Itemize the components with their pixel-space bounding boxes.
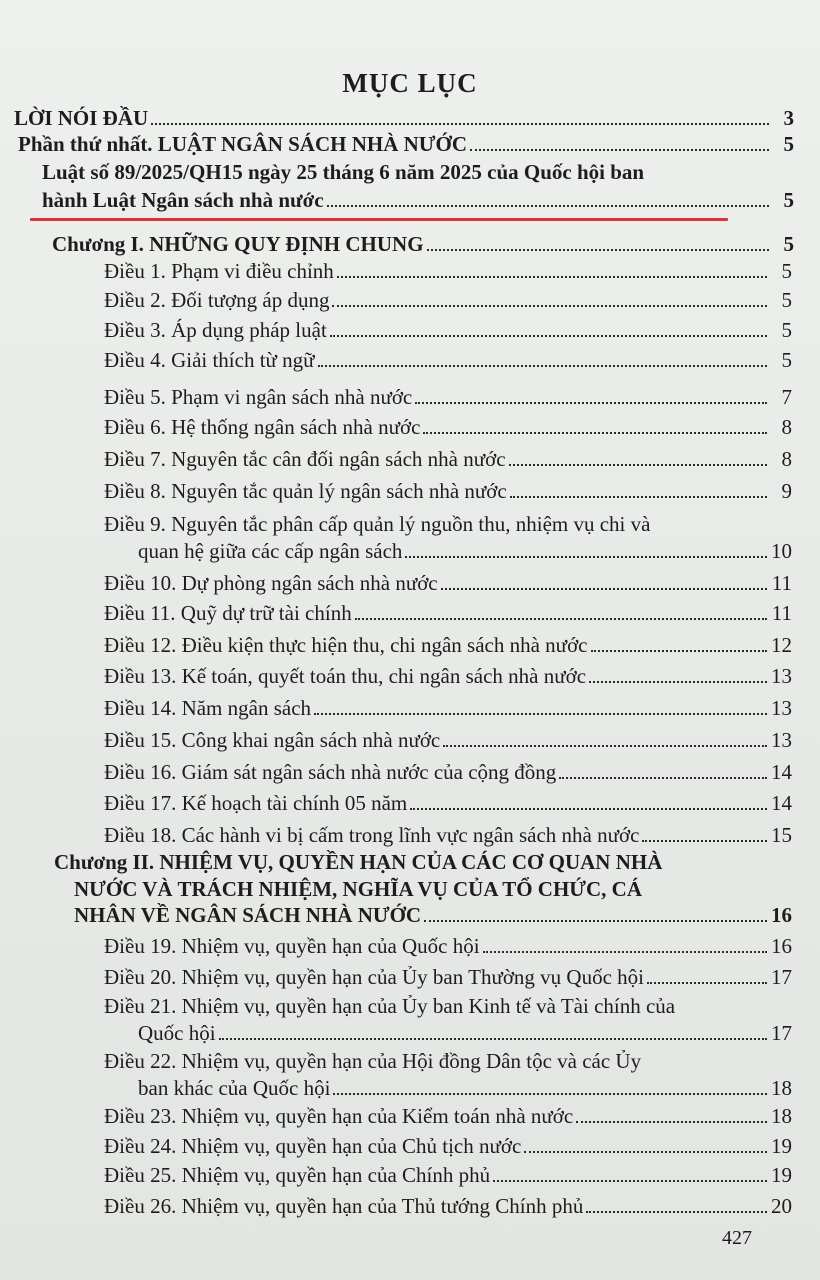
toc-page-number: 14 [771,791,792,815]
toc-page-number: 17 [771,965,792,989]
dot-leader [591,649,768,652]
toc-page-number: 18 [771,1104,792,1128]
dot-leader [314,712,767,715]
toc-entry-text: Điều 1. Phạm vi điều chỉnh [104,259,334,283]
dot-leader [443,744,767,747]
toc-entry-text: Điều 2. Đối tượng áp dụng [104,288,330,312]
toc-entry-text: Điều 21. Nhiệm vụ, quyền hạn của Ủy ban Kinh tế và Tài chính của [104,994,676,1018]
dot-leader [586,1210,767,1213]
toc-page-number: 10 [771,539,792,563]
toc-entry-text: Quốc hội [138,1021,216,1045]
toc-page-number: 5 [781,259,792,283]
dot-leader [355,617,767,620]
toc-entry-text: Điều 24. Nhiệm vụ, quyền hạn của Chủ tịch nước [104,1134,522,1158]
dot-leader [576,1120,767,1123]
toc-entry-text: Điều 22. Nhiệm vụ, quyền hạn của Hội đồng Dân tộc và các Ủy [104,1049,642,1073]
toc-entry-text: Chương II. NHIỆM VỤ, QUYỀN HẠN CỦA CÁC CƠ QUAN NHÀ [54,850,663,874]
toc-entry-text: Điều 18. Các hành vi bị cấm trong lĩnh vực ngân sách nhà nước [104,823,640,847]
toc-entry-text: Phần thứ nhất. LUẬT NGÂN SÁCH NHÀ NƯỚC [18,132,467,156]
toc-page-number: 13 [771,728,792,752]
toc-page-number: 13 [771,696,792,720]
toc-entry-text: Điều 26. Nhiệm vụ, quyền hạn của Thủ tướng Chính phủ [104,1194,584,1218]
dot-leader [493,1179,767,1182]
toc-entry-text: Điều 3. Áp dụng pháp luật [104,318,327,342]
dot-leader [470,148,769,151]
page-number: 427 [722,1227,752,1249]
dot-leader [510,495,767,498]
page-title: MỤC LỤC [342,68,478,98]
toc-entry-text: Điều 4. Giải thích từ ngữ [104,348,315,372]
toc-entry-text: Điều 5. Phạm vi ngân sách nhà nước [104,385,413,409]
dot-leader [427,248,769,251]
toc-page-number: 5 [783,132,794,156]
toc-entry-text: Điều 25. Nhiệm vụ, quyền hạn của Chính phủ [104,1163,491,1187]
dot-leader [333,1092,767,1095]
toc-page-number: 16 [771,934,792,958]
dot-leader [424,919,767,922]
toc-entry-text: Điều 9. Nguyên tắc phân cấp quản lý nguồn thu, nhiệm vụ chi và [104,512,651,536]
dot-leader [219,1037,767,1040]
toc-page-number: 5 [781,318,792,342]
toc-page-number: 13 [771,664,792,688]
toc-entry-text: ban khác của Quốc hội [138,1076,331,1100]
toc-page-number: 14 [771,760,792,784]
toc-entry-text: Điều 12. Điều kiện thực hiện thu, chi ngân sách nhà nước [104,633,588,657]
toc-entry-text: Điều 15. Công khai ngân sách nhà nước [104,728,441,752]
toc-entry-text: Điều 20. Nhiệm vụ, quyền hạn của Ủy ban Thường vụ Quốc hội [104,965,645,989]
toc-page-number: 5 [781,348,792,372]
toc-entry-text: Điều 11. Quỹ dự trữ tài chính [104,601,352,625]
toc-entry-text: Điều 10. Dự phòng ngân sách nhà nước [104,571,438,595]
toc-entry-text: Điều 6. Hệ thống ngân sách nhà nước [104,415,421,439]
red-underline-mark [30,218,728,221]
toc-page-number: 17 [771,1021,792,1045]
dot-leader [330,334,767,337]
dot-leader [524,1150,767,1153]
dot-leader [405,555,767,558]
dot-leader [410,807,767,810]
toc-entry-text: Chương I. NHỮNG QUY ĐỊNH CHUNG [52,232,424,256]
toc-page-number: 16 [771,903,792,927]
toc-entry-text: Điều 17. Kế hoạch tài chính 05 năm [104,791,408,815]
dot-leader [509,463,767,466]
toc-entry-text: Điều 8. Nguyên tắc quản lý ngân sách nhà nước [104,479,507,503]
toc-page-number: 5 [781,288,792,312]
toc-page-number: 20 [771,1194,792,1218]
dot-leader [423,431,767,434]
dot-leader [415,401,767,404]
toc-page-number: 9 [781,479,792,503]
toc-page-number: 19 [771,1163,792,1187]
toc-entry-text: quan hệ giữa các cấp ngân sách [138,539,403,563]
toc-entry-text: Luật số 89/2025/QH15 ngày 25 tháng 6 năm 2025 của Quốc hội ban [42,160,645,184]
dot-leader [483,950,767,953]
toc-entry-text: Điều 23. Nhiệm vụ, quyền hạn của Kiểm toán nhà nước [104,1104,574,1128]
toc-entry-text: Điều 7. Nguyên tắc cân đối ngân sách nhà nước [104,447,506,471]
dot-leader [151,122,769,125]
toc-page-number: 3 [783,106,794,130]
dot-leader [337,275,767,278]
toc-page-number: 11 [771,601,792,625]
toc-entry-text: NƯỚC VÀ TRÁCH NHIỆM, NGHĨA VỤ CỦA TỔ CHỨC, CÁ [74,877,643,901]
toc-page-number: 12 [771,633,792,657]
toc-entry-text: hành Luật Ngân sách nhà nước [42,188,324,212]
dot-leader [441,587,767,590]
toc-entry-text: Điều 16. Giám sát ngân sách nhà nước của cộng đồng [104,760,557,784]
toc-page-number: 8 [781,447,792,471]
toc-entry-text: LỜI NÓI ĐẦU [14,106,149,130]
dot-leader [589,680,767,683]
toc-page-number: 5 [783,232,794,256]
toc-page-number: 15 [771,823,792,847]
toc-entry-text: Điều 13. Kế toán, quyết toán thu, chi ngân sách nhà nước [104,664,587,688]
toc-page-number: 8 [781,415,792,439]
dot-leader [318,364,767,367]
dot-leader [332,304,767,307]
toc-page-number: 11 [771,571,792,595]
dot-leader [647,981,767,984]
dot-leader [327,204,769,207]
dot-leader [559,776,767,779]
toc-entry-text: Điều 19. Nhiệm vụ, quyền hạn của Quốc hội [104,934,480,958]
toc-entry-text: Điều 14. Năm ngân sách [104,696,312,720]
toc-page-number: 19 [771,1134,792,1158]
toc-page-number: 7 [781,385,792,409]
toc-entry-text: NHÂN VỀ NGÂN SÁCH NHÀ NƯỚC [74,903,422,927]
toc-page-number: 18 [771,1076,792,1100]
dot-leader [642,839,767,842]
toc-page-number: 5 [783,188,794,212]
